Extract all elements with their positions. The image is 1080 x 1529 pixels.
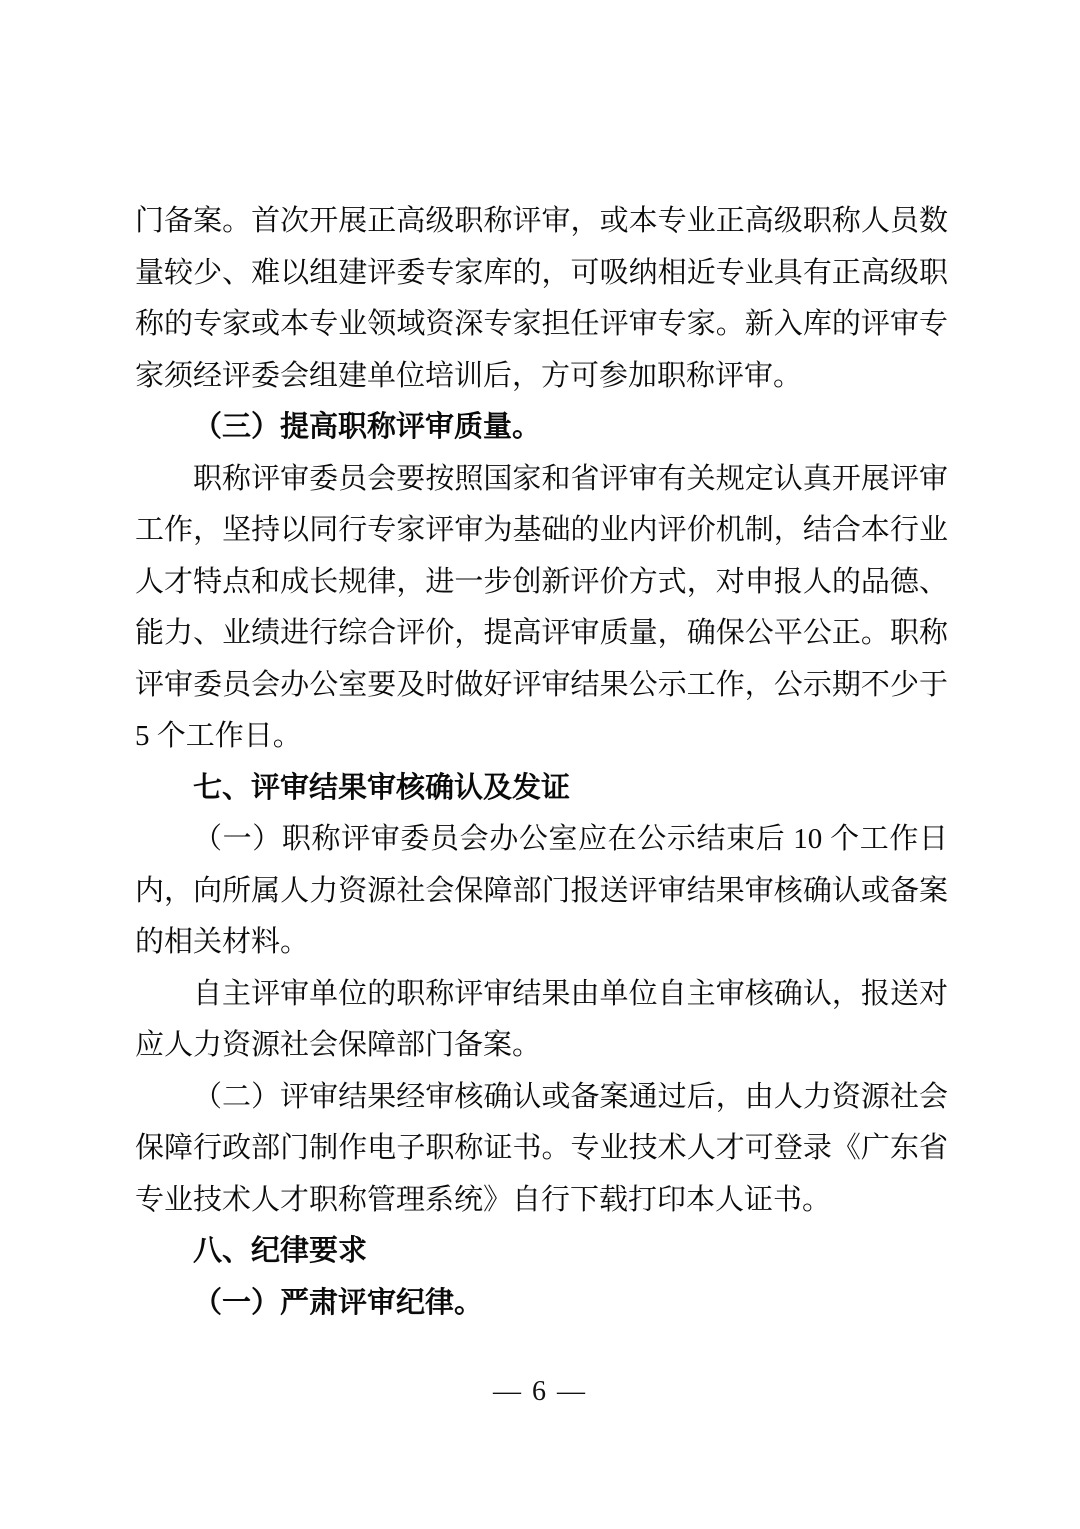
- paragraph-review-quality-body: 职称评审委员会要按照国家和省评审有关规定认真开展评审工作，坚持以同行专家评审为基础的业内评价机制，结合本行业人才特点和成长规律，进一步创新评价方式，对申报人的品德、能力、业绩进行综合评价，提高评审质量，确保公平公正。职称评审委员会办公室要及时做好评审结果公示工作，公示期不少于 5 个工作日。: [135, 462, 948, 752]
- subheading-section-8-item-1-strict-discipline: （一）严肃评审纪律。: [193, 1286, 484, 1319]
- paragraph-self-review-filing: 自主评审单位的职称评审结果由单位自主审核确认，报送对应人力资源社会保障部门备案。: [135, 977, 948, 1061]
- heading-section-8-discipline-requirements: 八、纪律要求: [193, 1235, 368, 1267]
- heading-section-7-result-confirmation-and-certificate: 七、评审结果审核确认及发证: [193, 771, 571, 804]
- paragraph-continued-from-previous-page: 门备案。首次开展正高级职称评审，或本专业正高级职称人员数量较少、难以组建评委专家库的，可吸纳相近专业具有正高级职称的专家或本专业领域资深专家担任评审专家。新入库的评审专家须经评委会组建单位培训后，方可参加职称评审。: [135, 205, 948, 392]
- document-body: [135, 196, 948, 1329]
- subheading-section-3-improve-review-quality: （三）提高职称评审质量。: [193, 411, 542, 443]
- paragraph-section-7-item-2: （二）评审结果经审核确认或备案通过后，由人力资源社会保障行政部门制作电子职称证书。专业技术人才可登录《广东省专业技术人才职称管理系统》自行下载打印本人证书。: [135, 1080, 948, 1216]
- paragraph-section-7-item-1: （一）职称评审委员会办公室应在公示结束后 10 个工作日内，向所属人力资源社会保障部门报送评审结果审核确认或备案的相关材料。: [135, 823, 948, 958]
- page-number: — 6 —: [493, 1376, 587, 1407]
